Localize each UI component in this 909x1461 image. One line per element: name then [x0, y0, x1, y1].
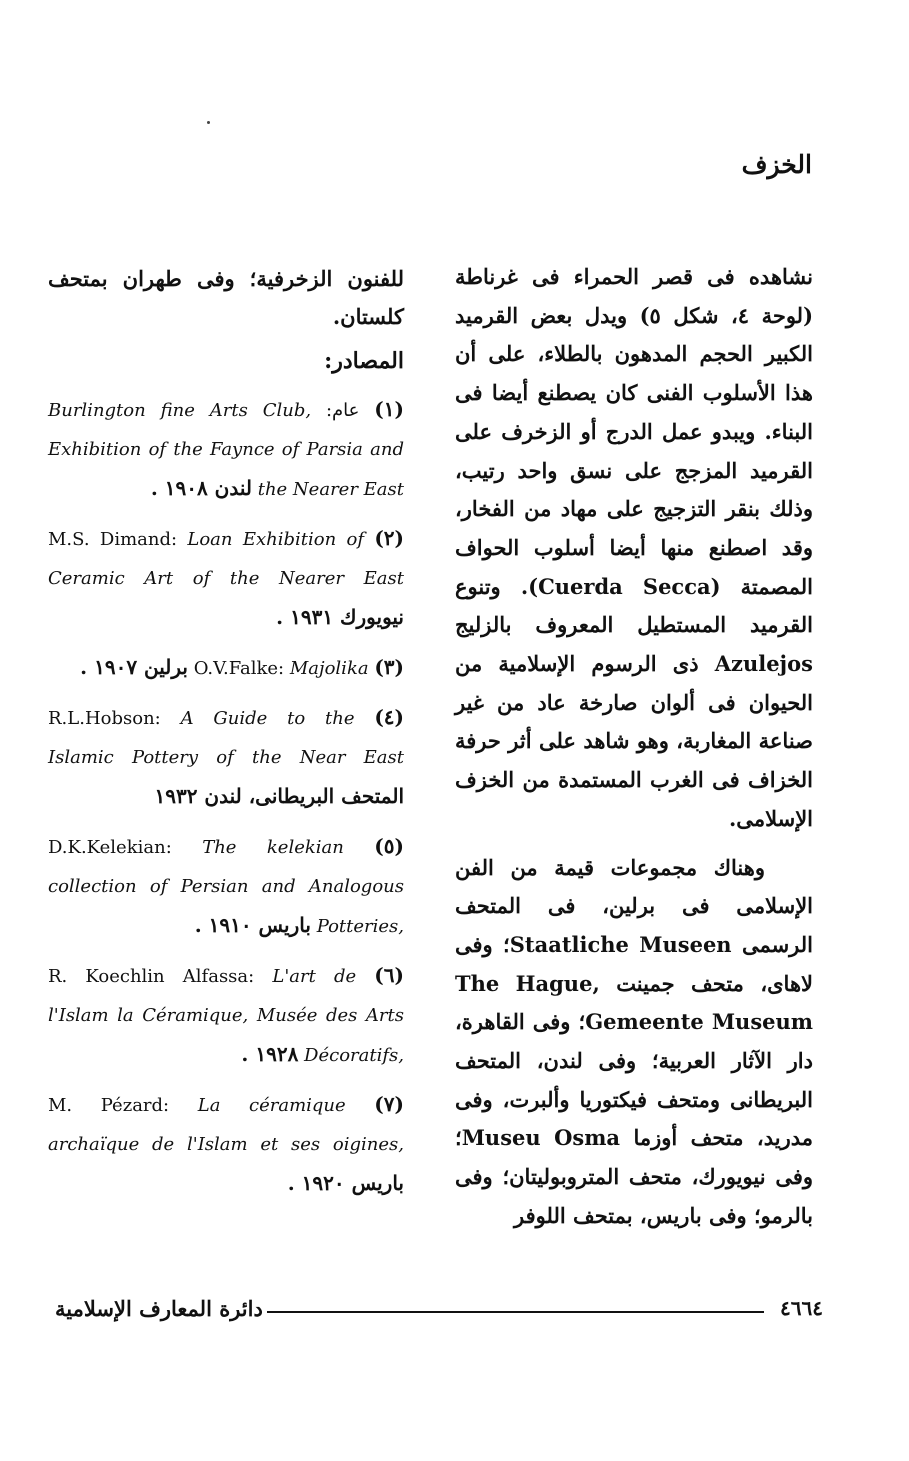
- footer-rule: [267, 1311, 764, 1313]
- page-number: ٤٦٦٤: [780, 1296, 823, 1320]
- speck-mark: [207, 121, 210, 124]
- source-title: Loan Exhibition of Ceramic Art of the Nearer East: [48, 529, 404, 589]
- body-paragraph-2: وهناك مجموعات قيمة من الفن الإسلامى فى برلين، فى المتحف الرسمى Staatliche Museen؛ وفى لاهاى، متحف جمينت The Hague, Gemeente Museum؛ وفى القاهرة، دار الآثار العربية؛ وفى لندن، المتحف البريطانى ومتحف فيكتوريا وألبرت، وفى مدريد، متحف أوزما Museu Osma؛ وفى نيويورك، متحف المتروبوليتان؛ وفى بالرمو؛ وفى باريس، بمتحف اللوفر: [455, 854, 814, 1228]
- left-column: [48, 260, 404, 1214]
- source-entry-7: (٧) M. Pézard: La céramique archaïque de l'Islam et ses oigines, باريس ١٩٢٠ .: [48, 1092, 404, 1195]
- intro-text: للفنون الزخرفية؛ وفى طهران بمتحف كلستان.: [48, 266, 404, 329]
- source-entry-3: (٣) O.V.Falke: Majolika برلين ١٩٠٧ .: [80, 655, 404, 679]
- source-entry-1: (١) عام: Burlington fine Arts Club, Exhibition of the Faynce of Parsia and the Nearer East لندن ١٩٠٨ .: [48, 397, 404, 500]
- source-title: L'art de l'Islam la Céramique, Musée des Arts Décoratifs,: [48, 966, 404, 1066]
- source-entry-6: (٦) R. Koechlin Alfassa: L'art de l'Islam la Céramique, Musée des Arts Décoratifs, ١٩٢٨ .: [48, 963, 404, 1066]
- source-entry-2: (٢) M.S. Dimand: Loan Exhibition of Ceramic Art of the Nearer East نيويورك ١٩٣١ .: [48, 526, 404, 629]
- footer-title: دائرة المعارف الإسلامية: [55, 1296, 263, 1321]
- source-title: Majolika: [289, 658, 369, 679]
- body-paragraph-1: نشاهده فى قصر الحمراء فى غرناطة (لوحة ٤، شكل ٥) ويدل بعض القرميد الكبير الحجم المدهون بالطلاء، على أن هذا الأسلوب الفنى كان يصطنع أيضا فى البناء. ويبدو عمل الدرج أو الزخرف على القرميد المزجج على نسق واحد رتيب، وذلك بنقر التزجيج على مهاد من الفخار، وقد اصطنع منها أيضا أسلوب الحواف المصمتة (Cuerda Secca). وتنوع القرميد المستطيل المعروف بالزليج Azulejos ذى الرسوم الإسلامية من الحيوان فى ألوان صارخة عاد من غير صناعة المغاربة، وهو شاهد على أثر حرفة الخزاف فى الغرب المستمدة من الخزف الإسلامى.: [455, 264, 813, 831]
- sources-heading: المصادر:: [324, 348, 404, 374]
- source-title: A Guide to the Islamic Pottery of the Near East: [48, 708, 404, 768]
- source-title: Burlington fine Arts Club, Exhibition of the Faynce of Parsia and the Nearer East: [48, 400, 404, 500]
- source-entry-4: (٤) R.L.Hobson: A Guide to the Islamic Pottery of the Near East المتحف البريطانى، لندن ١٩٣٢: [48, 705, 404, 808]
- source-entry-5: (٥) D.K.Kelekian: The kelekian collection of Persian and Analogous Potteries, باريس ١٩١٠ .: [48, 834, 404, 937]
- running-header: الخزف: [741, 150, 812, 179]
- source-title: La céramique archaïque de l'Islam et ses oigines,: [48, 1095, 404, 1155]
- source-title: The kelekian collection of Persian and Analogous Potteries,: [48, 837, 404, 937]
- page-footer: [55, 1296, 823, 1326]
- right-column: [455, 258, 813, 1236]
